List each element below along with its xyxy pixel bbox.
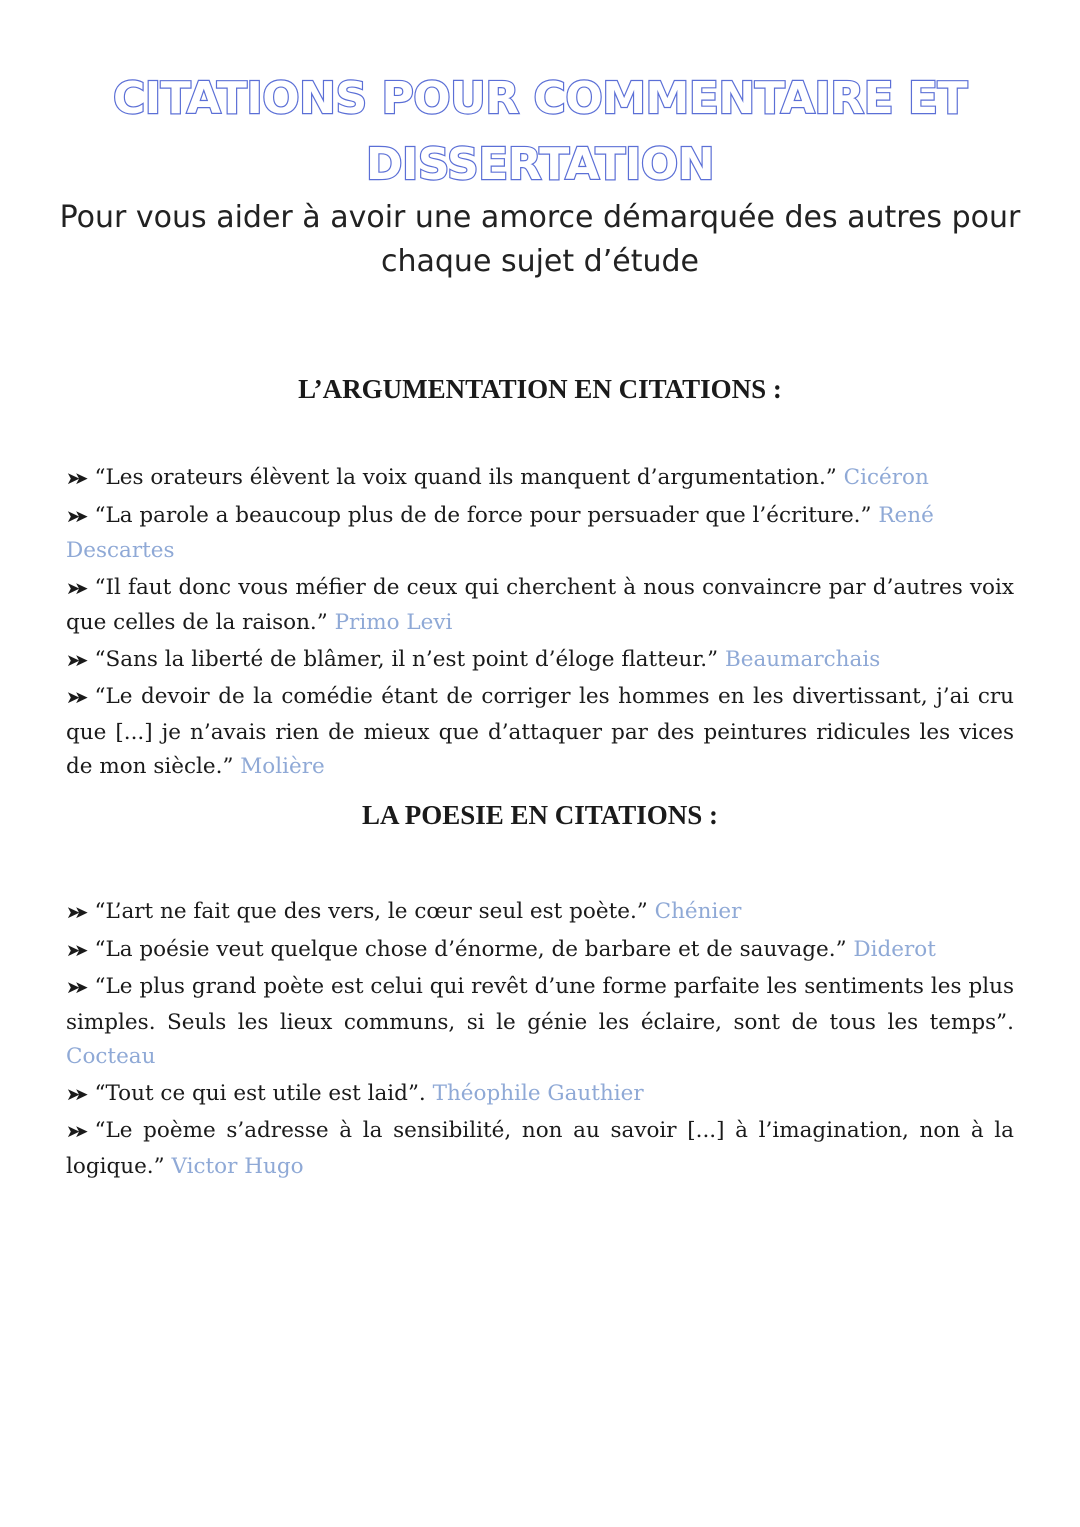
quote-author: Théophile Gauthier <box>432 1080 644 1106</box>
double-arrow-icon: ➤➤ <box>66 940 83 961</box>
quote-text: “Le poème s’adresse à la sensibilité, non au savoir [...] à l’imagination, non à la logique.” <box>66 1118 1014 1179</box>
quote-text: “Les orateurs élèvent la voix quand ils manquent d’argumentation.” <box>94 465 837 490</box>
quote-text: “Le devoir de la comédie étant de corriger les hommes en les divertissant, j’ai cru que [...] je n’avais rien de mieux que d’attaquer par des peintures ridicules les vices de mon siècle.” <box>66 684 1014 779</box>
quote-author: Primo Levi <box>334 610 453 635</box>
quote-author: Cicéron <box>843 465 929 490</box>
quote-author: Cocteau <box>66 1044 156 1069</box>
quote-author: Beaumarchais <box>724 646 881 672</box>
double-arrow-icon: ➤➤ <box>66 578 83 599</box>
list-item <box>66 499 1014 569</box>
quote-text: “Sans la liberté de blâmer, il n’est point d’éloge flatteur.” <box>94 646 719 672</box>
quote-list-argumentation <box>66 461 1014 787</box>
quote-author: Victor Hugo <box>171 1153 304 1179</box>
double-arrow-icon: ➤➤ <box>66 1122 83 1142</box>
section-heading-argumentation: L’ARGUMENTATION EN CITATIONS : <box>298 374 782 404</box>
quote-author: René Descartes <box>66 502 934 563</box>
document-subtitle: Pour vous aider à avoir une amorce démarquée des autres pour chaque sujet d’étude <box>59 200 1021 279</box>
list-item <box>66 680 1014 785</box>
quote-text: “Le plus grand poète est celui qui revêt d’une forme parfaite les sentiments les plus simples. Seuls les lieux communs, si le génie les éclaire, sont de tous les temps”. <box>66 974 1014 1035</box>
double-arrow-icon: ➤➤ <box>66 650 83 671</box>
list-item <box>66 461 1014 497</box>
quote-text: “La poésie veut quelque chose d’énorme, de barbare et de sauvage.” <box>94 936 847 962</box>
double-arrow-icon: ➤➤ <box>66 469 83 489</box>
quote-author: Molière <box>240 754 325 779</box>
quote-author: Chénier <box>654 899 742 924</box>
quote-text: “Il faut donc vous méfier de ceux qui cherchent à nous convaincre par d’autres voix que celles de la raison.” <box>66 574 1014 635</box>
quote-text: “Tout ce qui est utile est laid”. <box>94 1080 426 1106</box>
double-arrow-icon: ➤➤ <box>66 978 83 998</box>
double-arrow-icon: ➤➤ <box>66 903 83 923</box>
list-item <box>66 933 1014 969</box>
quote-text: “L’art ne fait que des vers, le cœur seul est poète.” <box>94 899 648 924</box>
quote-author: Diderot <box>853 936 936 962</box>
section-heading-poesie: LA POESIE EN CITATIONS : <box>361 800 719 830</box>
double-arrow-icon: ➤➤ <box>66 1084 83 1105</box>
list-item <box>66 970 1014 1075</box>
list-item <box>66 895 1014 931</box>
double-arrow-icon: ➤➤ <box>66 688 83 708</box>
list-item <box>66 1114 1014 1184</box>
list-item <box>66 571 1014 641</box>
quote-text: “La parole a beaucoup plus de de force pour persuader que l’écriture.” <box>94 502 872 528</box>
double-arrow-icon: ➤➤ <box>66 506 83 527</box>
document-title: CITATIONS POUR COMMENTAIRE ET DISSERTATION <box>112 73 968 190</box>
list-item <box>66 1077 1014 1113</box>
quote-list-poesie <box>66 895 1014 1186</box>
list-item <box>66 643 1014 679</box>
